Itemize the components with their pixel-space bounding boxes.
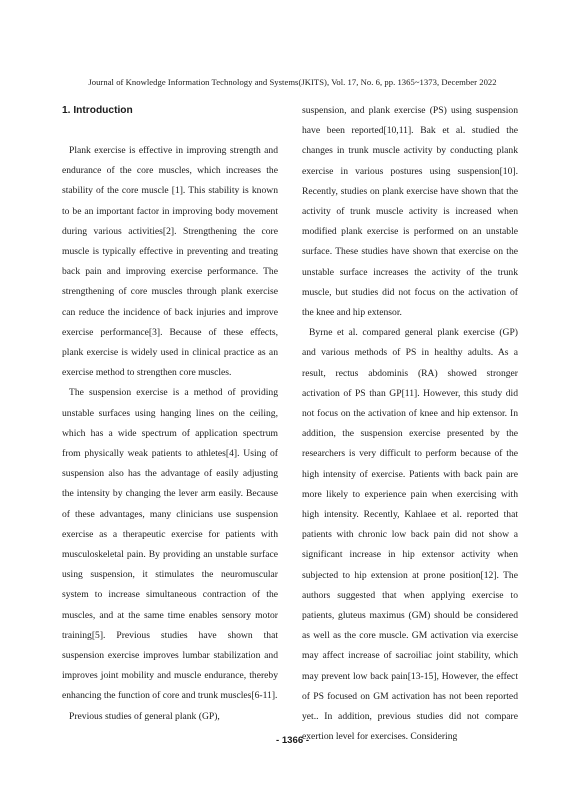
running-header: Journal of Knowledge Information Technology and Systems(JKITS), Vol. 17, No. 6, pp. 1365~1373, December 2022 [88,77,497,87]
left-column [62,101,278,727]
paragraph-suspension-exercise: The suspension exercise is a method of providing unstable surfaces using hanging lines on the ceiling, which has a wide spectrum of application spectrum from physically weak patients to athletes[4]. Using of suspension also has the advantage of easily adjusting the intensity by changing the lever arm easily. Because of these advantages, many clinicians use suspension exercise as a therapeutic exercise for patients with musculoskeletal pain. By providing an unstable surface using suspension, it stimulates the neuromuscular system to increase simultaneous contraction of the muscles, and at the same time enables sensory motor training[5]. Previous studies have shown that suspension exercise improves lumbar stabilization and improves joint mobility and muscle endurance, thereby enhancing the function of core and trunk muscles[6-11]. [62,387,278,702]
paragraph-continued: suspension, and plank exercise (PS) using suspension have been reported[10,11]. Bak et al. studied the changes in trunk muscle activity by conducting plank exercise in various postures using suspension[10]. Recently, studies on plank exercise have shown that the activity of trunk muscle activity is increased when modified plank exercise is performed on an unstable surface. These studies have shown that exercise on the unstable surface increases the activity of the trunk muscle, but studies did not focus on the activation of the knee and hip extensor. [302,105,518,319]
paragraph-byrne-study: Byrne et al. compared general plank exercise (GP) and various methods of PS in healthy adults. As a result, rectus abdominis (RA) showed stronger activation of PS than GP[11]. However, this study did not focus on the activation of knee and hip extensor. In addition, the suspension exercise presented by the researchers is very difficult to perform because of the high intensity of exercise. Patients with back pain are more likely to experience pain when exercising with high intensity. Recently, Kahlaee et al. reported that patients with chronic low back pain did not show a significant increase in hip extensor activity when subjected to hip extension at prone position[12]. The authors suggested that when applying exercise to patients, gluteus maximus (GM) should be considered as well as the core muscle. GM activation via exercise may affect increase of sacroiliac joint stability, which may prevent low back pain[13-15], However, the effect of PS focused on GM activation has not been reported yet.. In addition, previous studies did not compare exertion level for exercises. Considering [302,327,518,743]
right-column [302,101,518,748]
paragraph-previous-studies: Previous studies of general plank (GP), [69,710,220,722]
section-heading: 1. Introduction [62,105,133,116]
page-number: - 1366 - [275,735,310,746]
paragraph-plank-exercise: Plank exercise is effective in improving strength and endurance of the core muscles, which increases the stability of the core muscle [1]. This stability is known to be an important factor in improving body movement during various activities[2]. Strengthening the core muscle is typically effective in preventing and treating back pain and improving exercise performance. The strengthening of core muscles through plank exercise can reduce the incidence of back injuries and improve exercise performance[3]. Because of these effects, plank exercise is widely used in clinical practice as an exercise method to strengthen core muscles. [62,145,278,379]
